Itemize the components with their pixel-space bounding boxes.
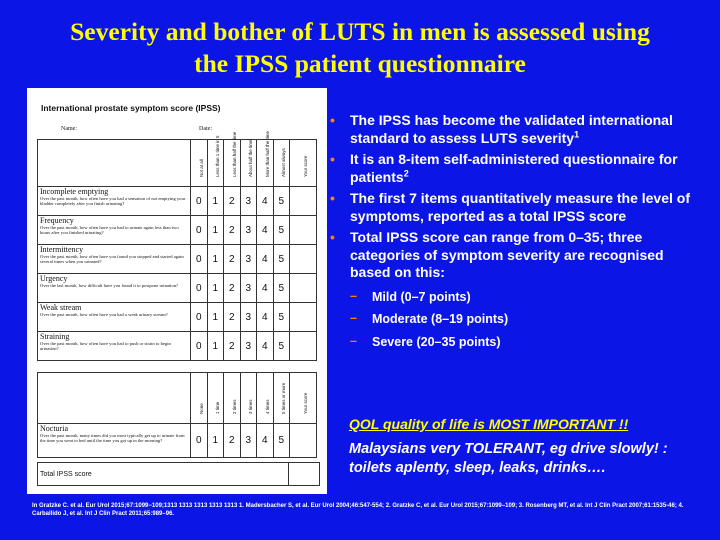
- symptom-column-header: [290, 140, 317, 187]
- symptom-header-row: [38, 140, 317, 187]
- nocturia-column-header: [207, 373, 224, 424]
- score-cell: 3: [240, 274, 257, 303]
- score-cell: 4: [257, 187, 274, 216]
- question-name: Frequency: [40, 216, 74, 225]
- sub-bullet-moderate: [330, 308, 700, 331]
- score-cell: 5: [273, 303, 290, 332]
- bullet-item: [330, 151, 700, 186]
- score-cell: 1: [207, 424, 224, 458]
- bullet-item: [330, 229, 700, 282]
- question-text: Over the last month, how difficult have you found it to postpone urination?: [40, 283, 179, 288]
- symptom-row: [38, 245, 317, 274]
- question-cell: [38, 332, 191, 361]
- question-name: Nocturia: [40, 424, 68, 433]
- column-header-label: Less than 1 time in 5: [215, 135, 221, 177]
- bullet-ref: 1: [574, 128, 580, 139]
- score-cell: 3: [240, 303, 257, 332]
- score-cell: 1: [207, 245, 224, 274]
- score-cell: 5: [273, 424, 290, 458]
- nocturia-header-row: [38, 373, 317, 424]
- sub-bullet-dash: –: [350, 311, 357, 325]
- score-cell: 2: [224, 245, 241, 274]
- column-header-label: 1 time: [215, 401, 221, 414]
- references: In Gratzke C. et al. Eur Urol 2015;67:1099−109;1313 1313 1313 1313 1313 1. Madersbacher S, et al. Eur Urol 2004;46:547-554; 2. Gratzke C, et al. Eur Urol 2015;67:1099–109; 3. Rosenberg MT, et al. Int J Clin Pract 2007;61:1535-46; 4. Carballido J, et al. Int J Clin Pract 2011;65:989–96.: [32, 503, 684, 518]
- column-header-label: 4 times: [264, 399, 270, 414]
- score-cell: 3: [240, 424, 257, 458]
- bullet-item: [330, 190, 700, 225]
- score-cell: 4: [257, 424, 274, 458]
- sub-bullet-mild: [330, 286, 700, 309]
- symptom-row: [38, 187, 317, 216]
- nocturia-column-header: [257, 373, 274, 424]
- nocturia-column-header: [290, 373, 317, 424]
- score-cell: 1: [207, 216, 224, 245]
- nocturia-table: [37, 372, 317, 458]
- malaysian-note: Malaysians very TOLERANT, eg drive slowly! : toilets aplenty, sleep, leaks, drinks….: [349, 441, 668, 476]
- score-cell: 0: [191, 303, 208, 332]
- question-cell: [38, 216, 191, 245]
- symptom-column-header: [240, 140, 257, 187]
- score-cell: 2: [224, 424, 241, 458]
- score-cell: 0: [191, 274, 208, 303]
- column-header-label: 3 times: [248, 399, 254, 414]
- symptom-column-header: [224, 131, 241, 187]
- qol-note: QOL quality of life is MOST IMPORTANT !!: [349, 416, 629, 432]
- sub-bullet-text: Severe (20–35 points): [372, 334, 501, 349]
- question-cell: [38, 187, 191, 216]
- nocturia-row: [38, 424, 317, 458]
- question-cell: [38, 303, 191, 332]
- score-cell: 4: [257, 332, 274, 361]
- symptom-column-header: [207, 135, 224, 187]
- bullet-text: The first 7 items quantitatively measure the level of symptoms, reported as a total IPSS score: [350, 190, 690, 224]
- bullet-dot: •: [330, 190, 335, 206]
- question-name: Urgency: [40, 274, 68, 283]
- your-score-cell: [290, 187, 317, 216]
- score-cell: 0: [191, 187, 208, 216]
- score-cell: 0: [191, 332, 208, 361]
- bullet-dot: •: [330, 151, 335, 167]
- column-header-label: None: [198, 403, 204, 414]
- sub-bullet-text: Mild (0–7 points): [372, 289, 471, 304]
- column-header-label: Almost always: [281, 148, 287, 177]
- column-header-label: 5 times or more: [281, 382, 287, 414]
- score-cell: 4: [257, 274, 274, 303]
- score-cell: 4: [257, 245, 274, 274]
- bullet-text: Total IPSS score can range from 0–35; three categories of symptom severity are recognised based on this:: [350, 229, 664, 280]
- column-header-label: 2 times: [231, 399, 237, 414]
- title-line-2: the IPSS patient questionnaire: [194, 49, 526, 78]
- name-label: Name:: [61, 126, 77, 132]
- bullet-dot: •: [330, 112, 335, 128]
- nocturia-column-header: [191, 373, 208, 424]
- ipss-questionnaire-image: [27, 88, 327, 494]
- score-cell: 0: [191, 424, 208, 458]
- bullet-text: It is an 8-item self-administered questionnaire for patients: [350, 151, 678, 185]
- bullet-item: [330, 112, 700, 147]
- question-cell: [38, 424, 191, 458]
- symptom-row: [38, 216, 317, 245]
- nocturia-column-header: [224, 373, 241, 424]
- column-header-label: About half the time: [248, 139, 254, 177]
- question-cell: [38, 245, 191, 274]
- symptom-row: [38, 332, 317, 361]
- nocturia-column-header: [273, 373, 290, 424]
- question-text: Over the past month, many times did you most typically get up to urinate from the time you went to bed until the time you got up in the morning?: [40, 433, 185, 444]
- total-score-label: Total IPSS score: [38, 463, 289, 486]
- sub-bullet-dash: –: [350, 333, 357, 348]
- question-text: Over the past month, how often have you found you stopped and started again several times when you urinated?: [40, 254, 184, 265]
- score-cell: 5: [273, 332, 290, 361]
- total-score-table: [37, 462, 320, 486]
- question-name: Intermittency: [40, 245, 84, 254]
- score-cell: 2: [224, 187, 241, 216]
- question-name: Incomplete emptying: [40, 187, 109, 196]
- column-header-label: More than half the time: [264, 130, 270, 177]
- question-cell: [38, 274, 191, 303]
- question-text: Over the past month, how often have you had to urinate again less than two hours after you finished urinating?: [40, 225, 179, 236]
- bullet-ref: 2: [403, 167, 409, 178]
- slide-title: [0, 16, 720, 80]
- column-header-label: Your score: [303, 392, 308, 414]
- question-name: Weak stream: [40, 303, 82, 312]
- symptom-row: [38, 303, 317, 332]
- score-cell: 1: [207, 187, 224, 216]
- score-cell: 3: [240, 216, 257, 245]
- score-cell: 1: [207, 274, 224, 303]
- bullet-list: [330, 112, 700, 353]
- symptom-column-header: [191, 140, 208, 187]
- your-score-cell: [290, 216, 317, 245]
- questionnaire-title: International prostate symptom score (IPSS): [41, 103, 221, 113]
- score-cell: 0: [191, 216, 208, 245]
- date-label: Date:: [199, 126, 212, 132]
- column-header-label: Your score: [303, 155, 308, 177]
- question-text: Over the past month, how often have you had a sensation of not emptying your bladder completely after you finish urinating?: [40, 196, 186, 207]
- score-cell: 3: [240, 245, 257, 274]
- symptom-table: [37, 130, 317, 361]
- score-cell: 2: [224, 332, 241, 361]
- score-cell: 4: [257, 216, 274, 245]
- title-line-1: Severity and bother of LUTS in men is assessed using: [70, 17, 650, 46]
- nocturia-column-header: [240, 373, 257, 424]
- total-score-cell: [289, 463, 320, 486]
- sub-bullet-severe: [330, 331, 700, 354]
- question-text: Over the past month, how often have you had to push or strain to begin urination?: [40, 341, 171, 352]
- bullet-text: The IPSS has become the validated international standard to assess LUTS severity: [350, 112, 673, 146]
- bullet-dot: •: [330, 229, 335, 245]
- your-score-cell: [290, 332, 317, 361]
- score-cell: 5: [273, 187, 290, 216]
- question-name: Straining: [40, 332, 70, 341]
- question-text: Over the past month, how often have you had a weak urinary stream?: [40, 312, 168, 317]
- symptom-column-header: [257, 130, 274, 187]
- your-score-cell: [290, 274, 317, 303]
- column-header-label: Not at all: [198, 159, 204, 177]
- symptom-column-header: [273, 140, 290, 187]
- score-cell: 3: [240, 332, 257, 361]
- your-score-cell: [290, 424, 317, 458]
- score-cell: 1: [207, 303, 224, 332]
- score-cell: 2: [224, 216, 241, 245]
- score-cell: 5: [273, 274, 290, 303]
- score-cell: 5: [273, 245, 290, 274]
- your-score-cell: [290, 303, 317, 332]
- your-score-cell: [290, 245, 317, 274]
- score-cell: 4: [257, 303, 274, 332]
- column-header-label: Less than half the time: [231, 131, 237, 177]
- sub-bullet-text: Moderate (8–19 points): [372, 312, 509, 326]
- score-cell: 1: [207, 332, 224, 361]
- score-cell: 5: [273, 216, 290, 245]
- score-cell: 3: [240, 187, 257, 216]
- sub-bullet-dash: –: [350, 288, 357, 303]
- score-cell: 2: [224, 303, 241, 332]
- symptom-row: [38, 274, 317, 303]
- score-cell: 2: [224, 274, 241, 303]
- score-cell: 0: [191, 245, 208, 274]
